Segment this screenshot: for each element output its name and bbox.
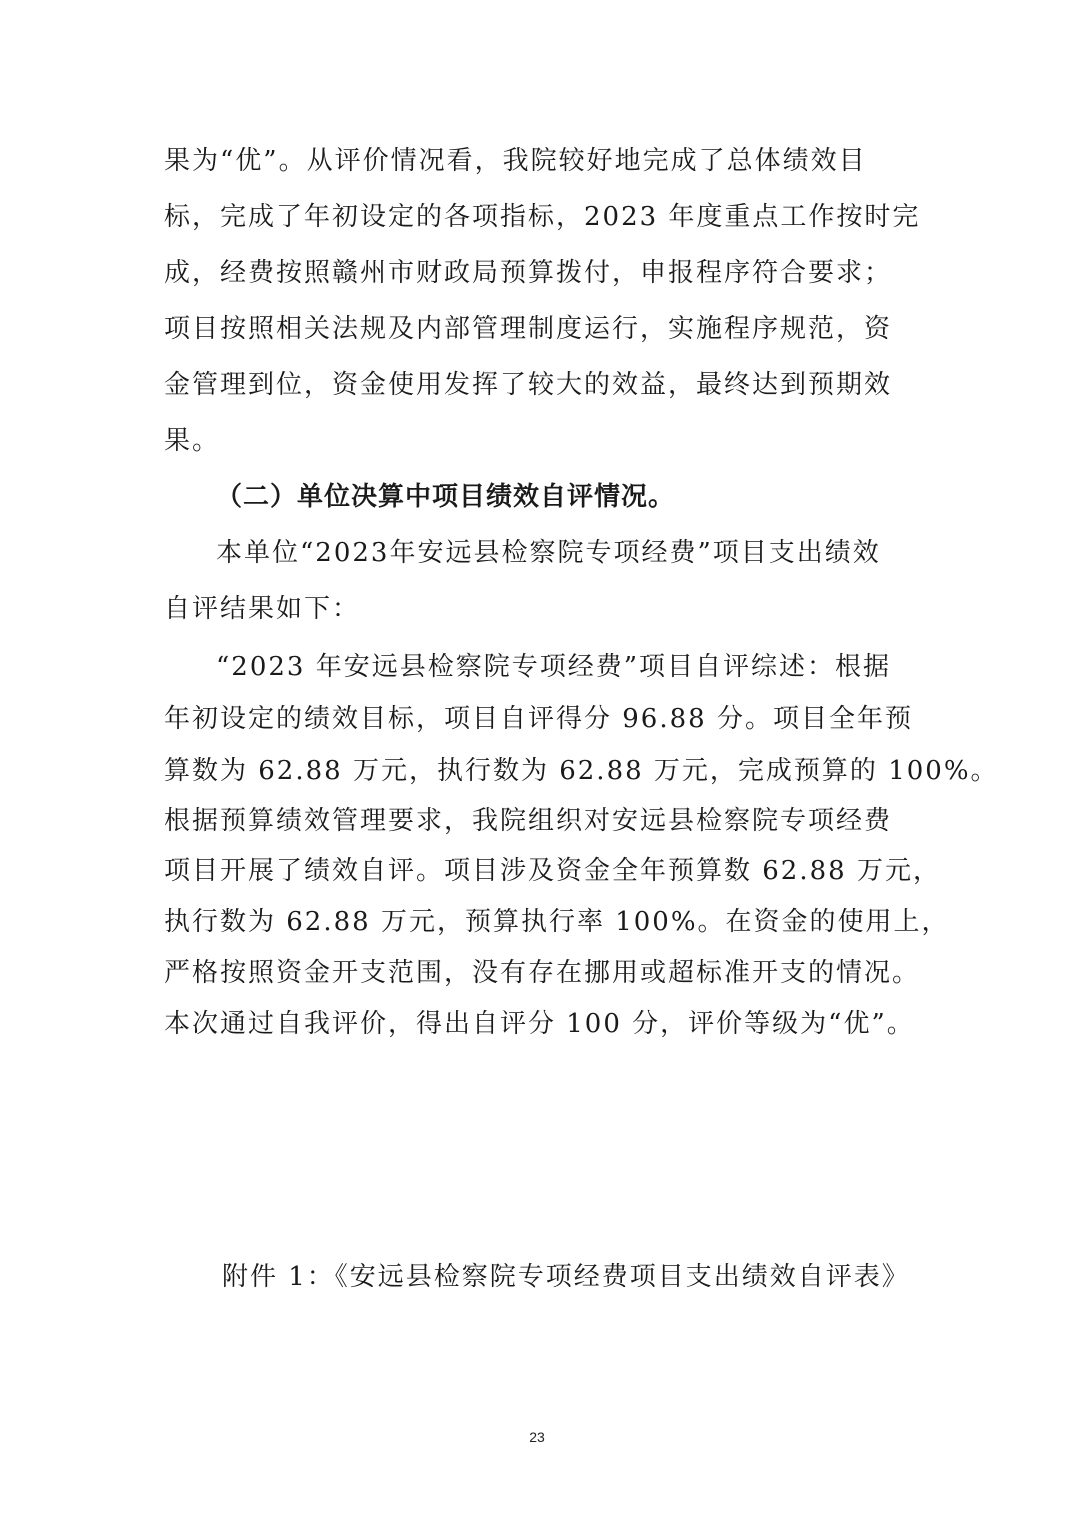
text-line: 金管理到位，资金使用发挥了较大的效益，最终达到预期效 — [164, 370, 893, 400]
text-line: 项目开展了绩效自评。项目涉及资金全年预算数 62.88 万元， — [164, 856, 941, 886]
text-line: 严格按照资金开支范围，没有存在挪用或超标准开支的情况。 — [164, 958, 921, 988]
page-number: 23 — [529, 1429, 545, 1445]
text-line: 成，经费按照赣州市财政局预算拨付，申报程序符合要求； — [164, 258, 893, 288]
text-line: 项目按照相关法规及内部管理制度运行，实施程序规范，资 — [164, 314, 893, 344]
text-line: 本单位“2023年安远县检察院专项经费”项目支出绩效 — [216, 538, 881, 568]
text-line: “2023 年安远县检察院专项经费”项目自评综述：根据 — [216, 652, 892, 682]
text-line: 自评结果如下： — [164, 594, 361, 624]
text-line: 果。 — [164, 426, 221, 456]
text-line: 标，完成了年初设定的各项指标，2023 年度重点工作按时完 — [164, 202, 921, 232]
attachment-note: 附件 1：《安远县检察院专项经费项目支出绩效自评表》 — [222, 1262, 910, 1292]
text-line: 执行数为 62.88 万元，预算执行率 100%。在资金的使用上， — [164, 907, 950, 937]
text-line: 根据预算绩效管理要求，我院组织对安远县检察院专项经费 — [164, 806, 893, 836]
text-line: 本次通过自我评价，得出自评分 100 分，评价等级为“优”。 — [164, 1009, 915, 1039]
text-line: 年初设定的绩效目标，项目自评得分 96.88 分。项目全年预 — [164, 704, 913, 734]
text-line: 算数为 62.88 万元，执行数为 62.88 万元，完成预算的 100%。 — [164, 756, 999, 786]
section-heading: （二）单位决算中项目绩效自评情况。 — [216, 482, 676, 512]
text-line: 果为“优”。从评价情况看，我院较好地完成了总体绩效目 — [164, 146, 867, 176]
